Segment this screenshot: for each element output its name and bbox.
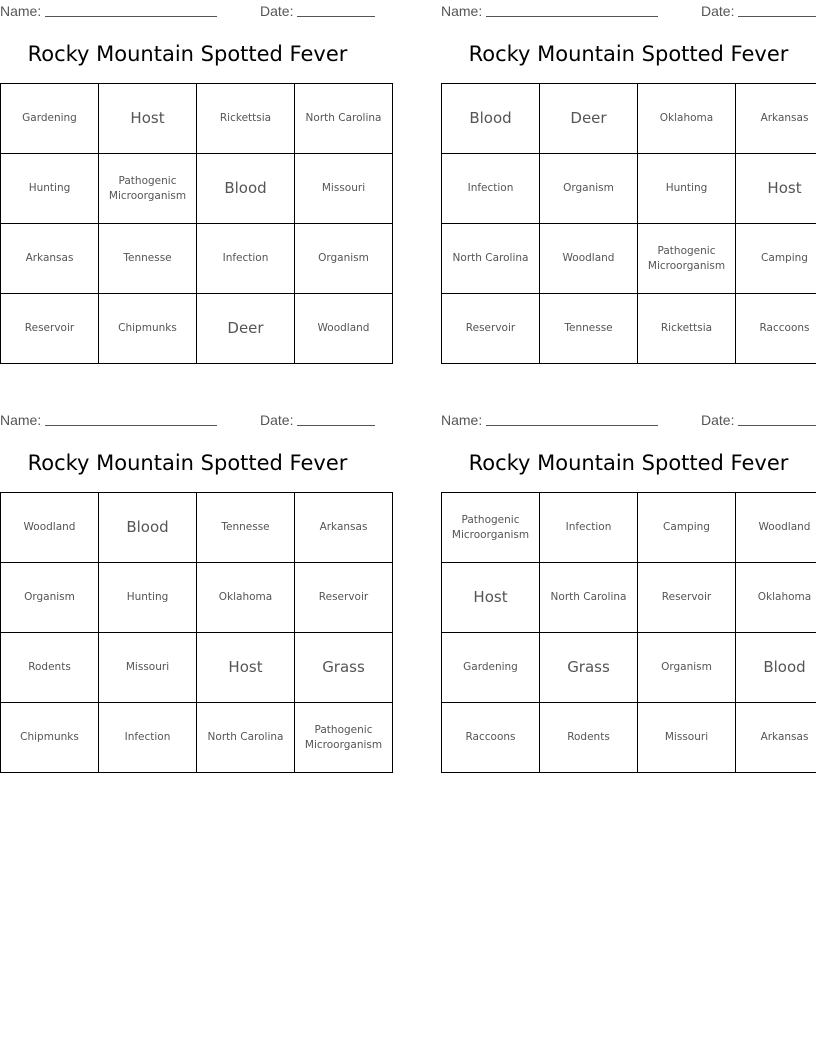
grid-cell: Tennesse [197,493,295,563]
grid-cell: Hunting [1,154,99,224]
name-blank-line [45,425,217,426]
bingo-grid [441,83,816,364]
grid-cell: Camping [736,224,816,294]
grid-cell: Hunting [638,154,736,224]
grid-cell: Blood [99,493,197,563]
date-blank-line [297,425,375,426]
grid-row [1,563,393,633]
grid-cell: Blood [197,154,295,224]
grid-cell: Arkansas [295,493,393,563]
bingo-card [0,409,383,789]
grid-cell: Grass [295,633,393,703]
grid-cell: Rickettsia [197,84,295,154]
grid-cell: Infection [197,224,295,294]
date-label: Date: [701,3,735,19]
grid-cell: Grass [540,633,638,703]
grid-cell: North Carolina [197,703,295,773]
grid-cell: Arkansas [1,224,99,294]
grid-row [442,493,816,563]
name-blank-line [486,16,658,17]
card-title: Rocky Mountain Spotted Fever [27,42,348,66]
grid-cell: Deer [197,294,295,364]
grid-cell: Gardening [1,84,99,154]
grid-row [1,703,393,773]
grid-row [1,224,393,294]
grid-row [442,703,816,773]
grid-cell: Camping [638,493,736,563]
card-header [0,412,375,428]
name-label: Name: [441,3,483,19]
grid-row [442,224,816,294]
grid-cell: Host [99,84,197,154]
grid-row [1,493,393,563]
grid-cell: Host [197,633,295,703]
bingo-card [441,0,816,380]
grid-cell: Pathogenic Microorganism [295,703,393,773]
date-label: Date: [260,3,294,19]
grid-cell: Woodland [736,493,816,563]
grid-cell: Host [736,154,816,224]
grid-cell: Blood [736,633,816,703]
grid-cell: Woodland [540,224,638,294]
grid-cell: Reservoir [638,563,736,633]
grid-cell: Missouri [295,154,393,224]
grid-cell: Organism [638,633,736,703]
grid-cell: Rodents [1,633,99,703]
grid-cell: Organism [295,224,393,294]
name-label: Name: [0,412,42,428]
date-label: Date: [701,412,735,428]
card-header [0,3,375,19]
grid-cell: Organism [540,154,638,224]
grid-cell: Infection [442,154,540,224]
grid-cell: Pathogenic Microorganism [442,493,540,563]
grid-cell: Pathogenic Microorganism [99,154,197,224]
grid-row [442,154,816,224]
card-title: Rocky Mountain Spotted Fever [468,42,789,66]
grid-row [1,294,393,364]
grid-cell: Missouri [99,633,197,703]
grid-cell: Reservoir [442,294,540,364]
grid-cell: Missouri [638,703,736,773]
grid-cell: Blood [442,84,540,154]
name-label: Name: [441,412,483,428]
name-blank-line [486,425,658,426]
card-header [441,412,816,428]
grid-cell: Oklahoma [736,563,816,633]
grid-cell: Raccoons [736,294,816,364]
grid-cell: Oklahoma [197,563,295,633]
grid-row [1,633,393,703]
grid-cell: Host [442,563,540,633]
grid-row [442,563,816,633]
date-blank-line [738,425,816,426]
grid-row [442,633,816,703]
grid-cell: Tennesse [540,294,638,364]
grid-cell: Rickettsia [638,294,736,364]
bingo-card [441,409,816,789]
grid-cell: Reservoir [295,563,393,633]
grid-cell: Chipmunks [99,294,197,364]
grid-row [442,294,816,364]
grid-cell: North Carolina [442,224,540,294]
grid-cell: Reservoir [1,294,99,364]
grid-cell: Rodents [540,703,638,773]
date-blank-line [297,16,375,17]
date-blank-line [738,16,816,17]
grid-row [442,84,816,154]
grid-cell: Arkansas [736,703,816,773]
grid-cell: North Carolina [295,84,393,154]
grid-cell: Oklahoma [638,84,736,154]
bingo-grid [0,492,393,773]
grid-row [1,154,393,224]
grid-cell: Deer [540,84,638,154]
grid-row [1,84,393,154]
bingo-card [0,0,382,380]
grid-cell: Woodland [1,493,99,563]
name-blank-line [45,16,217,17]
grid-cell: Infection [99,703,197,773]
name-label: Name: [0,3,42,19]
bingo-grid [0,83,393,364]
grid-cell: Woodland [295,294,393,364]
grid-cell: North Carolina [540,563,638,633]
grid-cell: Pathogenic Microorganism [638,224,736,294]
card-title: Rocky Mountain Spotted Fever [468,451,789,475]
grid-cell: Organism [1,563,99,633]
grid-cell: Tennesse [99,224,197,294]
date-label: Date: [260,412,294,428]
card-title: Rocky Mountain Spotted Fever [27,451,348,475]
bingo-grid [441,492,816,773]
grid-cell: Arkansas [736,84,816,154]
grid-cell: Infection [540,493,638,563]
grid-cell: Chipmunks [1,703,99,773]
grid-cell: Raccoons [442,703,540,773]
grid-cell: Gardening [442,633,540,703]
card-header [441,3,816,19]
grid-cell: Hunting [99,563,197,633]
